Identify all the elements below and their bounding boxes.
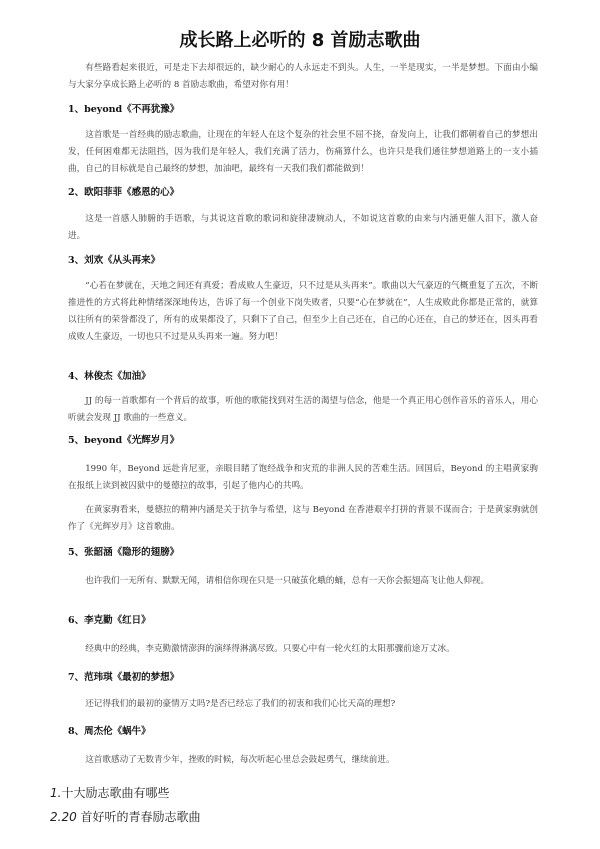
document-title: 成长路上必听的 8 首励志歌曲 [179,30,421,51]
song-description-5b: 在黄家驹看来，曼德拉的精神内涵是关于抗争与希望，这与 Beyond 在香港艰辛打拼的背景不谋而合；于是黄家驹就创作了《光辉岁月》这首歌曲。 [68,505,538,532]
related-link-text: 首好听的青春励志歌曲 [76,810,201,824]
related-link-2[interactable] [50,809,201,825]
song-heading-1: 1、beyond《不再犹豫》 [68,104,180,115]
related-link-number: 2.20 [50,810,77,824]
song-description-8: 还记得我们的最初的豪情万丈吗?是否已经忘了我们的初衷和我们心比天高的理想? [85,699,396,709]
song-description-2: 这是一首感人肺腑的手语歌，与其说这首歌的歌词和旋律凄婉动人，不如说这首歌的由来与内涵更催人泪下，激人奋进。 [68,214,538,241]
song-heading-5: 5、beyond《光辉岁月》 [68,435,180,446]
song-description-7: 经典中的经典，李克勤激情澎湃的演绎得淋漓尽致。只要心中有一轮火红的太阳那骤前途万丈冰。 [85,644,455,654]
intro-paragraph: 有些路看起来很近，可是走下去却很远的，缺少耐心的人永远走不到头。人生，一半是现实，一半是梦想。下面由小编与大家分享成长路上必听的 8 首励志歌曲，希望对你有用！ [68,63,538,90]
song-description-3: “心若在梦就在，天地之间还有真爱；看成败人生豪迈，只不过是从头再来”。歌曲以大气豪迈的气概重复了五次，不断推进性的方式将此种情绪深深地传达，告诉了每一个创业下岗失败者，只要“心在梦就在”，人生成败此你都是正常的，就算以往所有的荣誉都没了，所有的成果都没了，只剩下了自己，但至少上自己还在，自己的心还在，自己的梦还在，因头再看成败人生豪迈，一切也只不过是从头再来一遍。努力吧！ [68,281,538,342]
related-link-1[interactable] [50,785,169,801]
song-heading-8: 7、范玮琪《最初的梦想》 [68,672,180,683]
song-description-9: 这首歌感动了无数青少年，挫败的时候，每次听起心里总会鼓起勇气，继续前进。 [85,755,395,765]
song-heading-4: 4、林俊杰《加油》 [68,371,151,382]
song-heading-7: 6、李克勤《红日》 [68,615,151,626]
related-link-text: 十大励志歌曲有哪些 [61,786,170,800]
song-heading-6: 5、张韶涵《隐形的翅膀》 [68,547,180,558]
song-heading-9: 8、周杰伦《蜗牛》 [68,726,151,737]
song-description-5a: 1990 年，Beyond 远赴肯尼亚，亲眼目睹了饱经战争和灾荒的非洲人民的苦难生活。回国后，Beyond 的主唱黄家驹在报纸上读到被囚狱中的曼德拉的故事，引起了他内心的共鸣。 [68,464,538,491]
song-description-6: 也许我们一无所有、默默无闻，请相信你现在只是一只破茧化蛾的蛹，总有一天你会振翅高飞让他人仰视。 [85,576,490,586]
related-link-number: 1. [50,786,62,800]
song-description-1: 这首歌是一首经典的励志歌曲，让现在的年轻人在这个复杂的社会里不屈不挠，奋发向上，让我们都朝着自己的梦想出发，任何困难都无法阻挡，因为我们是年轻人，我们充满了活力，伤痛算什么，也许只是我们通往梦想道路上的一支小插曲，自己的目标就是自己最终的梦想，加油吧，最终有一天我们我们都能做到！ [68,130,538,174]
song-heading-3: 3、刘欢《从头再来》 [68,255,161,266]
song-heading-2: 2、欧阳菲菲《感恩的心》 [68,187,180,198]
song-description-4: JJ 的每一首歌都有一个背后的故事，听他的歌能找到对生活的渴望与信念，他是一个真正用心创作音乐的音乐人，用心听就会发现 JJ 歌曲的一些意义。 [68,396,538,423]
